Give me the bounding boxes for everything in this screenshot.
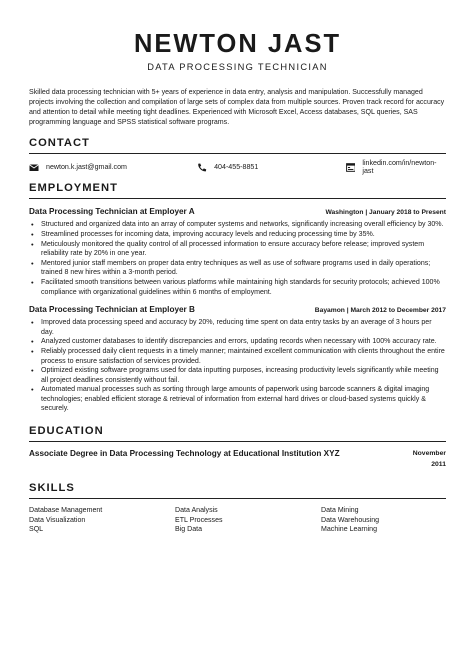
- job-bullets: [29, 220, 446, 297]
- education-heading: EDUCATION: [29, 425, 104, 438]
- candidate-name: NEWTON JAST: [133, 30, 342, 58]
- employment-divider: [29, 198, 446, 199]
- employment-section: [29, 182, 446, 414]
- job-bullet: • Structured and organized data into an array of computer systems and networks, significantly increasing overall efficiency by 30%.: [29, 220, 446, 230]
- job-location-dates: Bayamon | March 2012 to December 2017: [314, 307, 446, 315]
- contact-row: [29, 159, 446, 176]
- job-header: [29, 305, 446, 314]
- job-bullet: • Mentored junior staff members on proper data entry techniques as well as use of software programs used in daily operations; trained 8 new hires within a 3-month period.: [29, 259, 446, 278]
- skill-item: Big Data: [175, 526, 203, 534]
- linkedin-icon: [346, 163, 356, 172]
- contact-email[interactable]: [29, 163, 197, 172]
- skills-grid: [29, 506, 446, 535]
- graduation-date: [386, 449, 446, 470]
- education-section: [29, 425, 446, 470]
- job-entry-b: [29, 305, 446, 414]
- job-location-dates: Washington | January 2018 to Present: [325, 209, 446, 217]
- contact-divider: [29, 153, 446, 154]
- job-title: Data Processing Technician at Employer A: [29, 207, 195, 217]
- job-header: [29, 207, 446, 216]
- skill-item: Data Visualization: [29, 516, 86, 524]
- job-bullet: • Analyzed customer databases to identify discrepancies and errors, updating records when necessary with 100% accuracy rate.: [29, 337, 446, 347]
- skill-item: Data Analysis: [175, 507, 218, 515]
- education-divider: [29, 441, 446, 442]
- skill-item: Data Warehousing: [321, 516, 380, 524]
- job-bullet: • Improved data processing speed and accuracy by 20%, reducing time spent on data entry tasks by an average of 3 hours per day.: [29, 318, 446, 337]
- graduation-month: November: [412, 450, 446, 458]
- employment-heading: EMPLOYMENT: [29, 182, 118, 195]
- degree-title: Associate Degree in Data Processing Technology at Educational Institution XYZ: [29, 449, 340, 459]
- envelope-icon: [29, 163, 39, 172]
- phone-icon: [197, 163, 207, 172]
- contact-phone[interactable]: [197, 163, 345, 172]
- skill-item: ETL Processes: [175, 516, 223, 524]
- summary-paragraph: Skilled data processing technician with 5+ years of experience in data entry, analysis and manipulation. Successfully managed projects involving the collection and compilation of large sets of complex data from multiple sources. Proven track record for accuracy and attention to detail while meeting tight deadlines. Experienced with Microsoft Excel, Access databases, SQL queries, SAS programming language and SPSS statistical software programs.: [29, 89, 445, 127]
- skill-item: SQL: [29, 526, 44, 534]
- education-entry: [29, 449, 446, 470]
- job-bullets: [29, 318, 446, 414]
- job-bullet: • Meticulously monitored the quality control of all processed information to ensure accuracy before release; improved system reliability rate by 20% in one year.: [29, 240, 446, 259]
- job-bullet: • Reliably processed daily client requests in a timely manner; maintained excellent communication with clients throughout the entire process to ensure satisfaction of services provided.: [29, 347, 446, 366]
- contact-heading: CONTACT: [29, 137, 90, 150]
- email-text: newton.k.jast@gmail.com: [46, 163, 127, 172]
- job-bullet: • Facilitated smooth transitions between various platforms while maintaining high standards for security protocols; achieved 100% compliance with organizational guidelines within 6 months of employment.: [29, 278, 446, 297]
- skill-item: Data Mining: [321, 507, 359, 515]
- contact-section: [29, 137, 446, 176]
- candidate-role: DATA PROCESSING TECHNICIAN: [147, 62, 328, 72]
- linkedin-text: linkedin.com/in/newton-jast: [362, 159, 437, 176]
- job-bullet: • Optimized existing software programs used for data inputting purposes, increasing productivity levels significantly while meeting all project deadlines consistently without fail.: [29, 366, 446, 385]
- job-bullet: • Automated manual processes such as sorting through large amounts of paperwork using barcode scanners & digital imaging technologies; enabled efficient storage & retrieval of information from external hard drives or cloud-based systems quickly & securely.: [29, 385, 446, 414]
- phone-text: 404-455-8851: [214, 163, 259, 172]
- contact-linkedin[interactable]: [346, 159, 446, 175]
- skill-item: Database Management: [29, 507, 103, 515]
- job-bullet: • Streamlined processes for incoming data, improving accuracy levels and reducing processing time by 35%.: [29, 230, 446, 240]
- skill-item: Machine Learning: [321, 526, 378, 534]
- job-title: Data Processing Technician at Employer B: [29, 305, 195, 315]
- skills-section: [29, 482, 446, 535]
- graduation-year: 2011: [431, 460, 446, 468]
- job-entry-a: [29, 207, 446, 297]
- skills-heading: SKILLS: [29, 482, 75, 495]
- skills-divider: [29, 498, 446, 499]
